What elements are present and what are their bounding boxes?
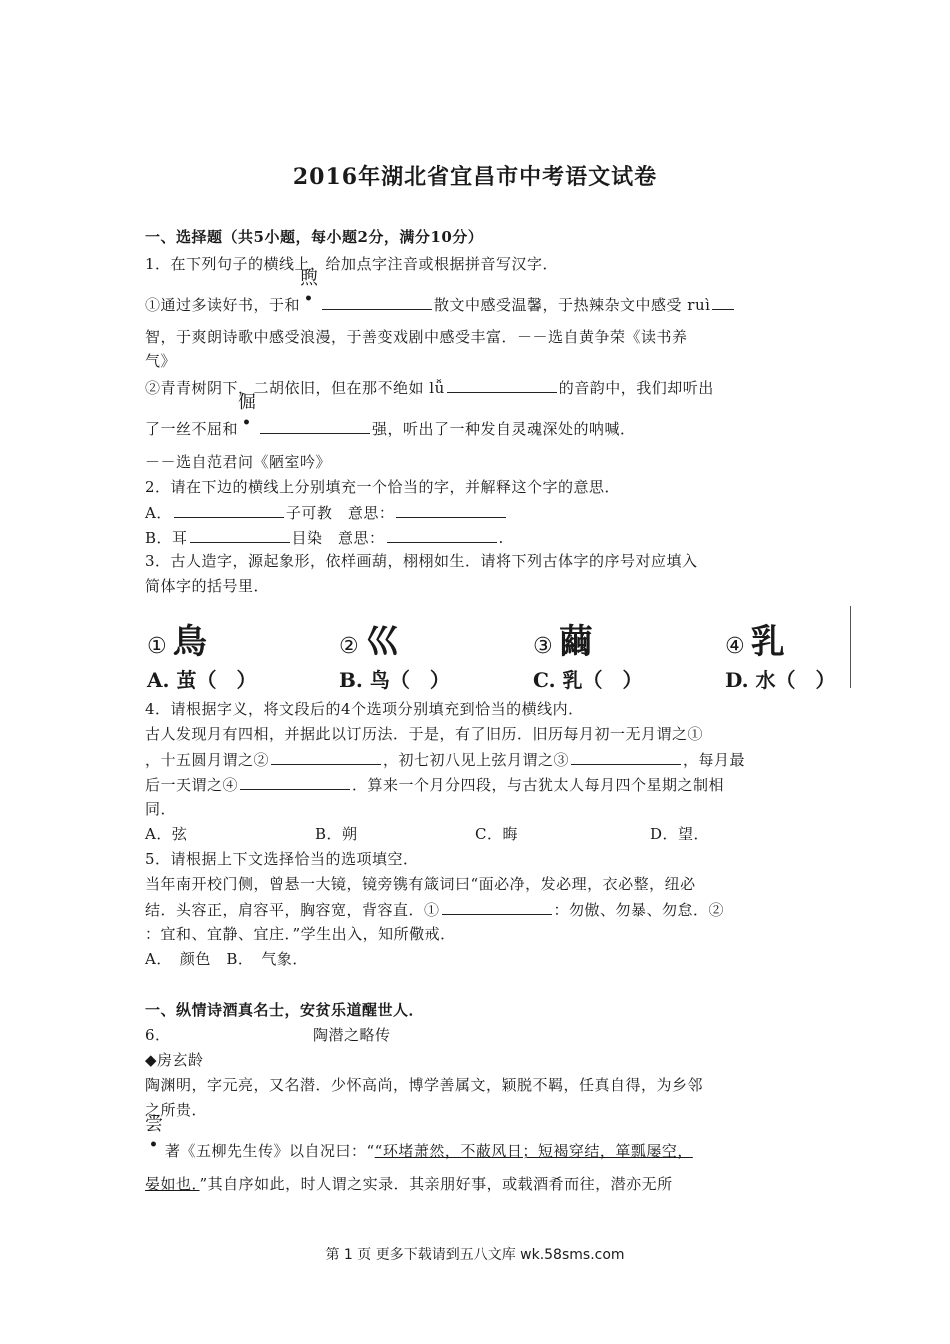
q4-line1: 古人发现月有四相，并据此以订历法．于是，有了旧历．旧历每月初一无月谓之① [145,725,704,743]
q1-stem: 1．在下列句子的横线上，给加点字注音或根据拼音写汉字． [145,255,559,273]
glyph-option-c: C. 乳（ ） [533,668,643,692]
q4-line2-b: ，初七初八见上弦月谓之③ [383,751,570,769]
glyph-option-a: A. 茧（ ） [147,668,257,692]
q4-blank2[interactable] [271,748,381,765]
q6-char3: 尝 • [145,1114,164,1153]
q6-para-line1: 陶渊明，字元亮，又名潜．少怀高尚，博学善属文，颖脱不羁，任真自得，为乡邻 [145,1076,704,1094]
glyph-item-2 [339,614,399,663]
q2-b [145,526,504,549]
q2-a-blank2[interactable] [396,501,506,518]
q1-line5-a: 了一丝不屈和 [145,420,239,438]
q2-a-label: A． [145,504,172,522]
figure-border [850,606,851,688]
q1-line5-b: 强，听出了一种发自灵魂深处的呐喊． [372,420,636,438]
q1-line3: 气》 [145,352,177,370]
q1-line1-b: 散文中感受温馨，于热辣杂文中感受 ruì [434,296,711,314]
glyph-shape-1: 鳥 [172,622,207,662]
q6-number: 6． [145,1026,171,1044]
q5-line2 [145,898,724,921]
q5-line2-b: ：勿傲、勿暴、勿怠．② [553,901,725,919]
glyph-item-4 [725,614,785,663]
q3-line1: 3．古人造字，源起象形，依样画葫，栩栩如生．请将下列古体字的序号对应填入 [145,552,698,570]
q4-line2-c: ，每月最 [683,751,746,769]
glyph-num-1: ① [147,634,167,659]
q1-line4-a: ②青青树阴下，二胡依旧，但在那不绝如 lǚ [145,379,445,397]
q1-char2: 倔 • [238,392,257,431]
q6-title: 陶潜之略传 [313,1026,391,1044]
q4-option-a: A．弦 [145,825,188,843]
q1-source: －－选自范君问《陋室吟》 [145,453,332,471]
q6-line3-a: 著《五柳先生传》以自况曰：“ [165,1142,375,1160]
glyph-option-d: D. 水（ ） [725,668,836,692]
q5-line1: 当年南开校门侧，曾悬一大镜，镜旁镌有箴词曰“面必净，发必理，衣必整，纽必 [145,875,696,893]
q6-para-line2: 之所贵． [145,1101,208,1119]
q4-line2-a: ，十五圆月谓之② [145,751,270,769]
q1-char1: 煦 • [300,268,319,307]
q1-char2-text: 倔 [238,392,257,413]
q5-blank1[interactable] [442,898,552,915]
page-title: 2016年湖北省宜昌市中考语文试卷 [292,164,658,190]
q2-b-end: . [498,529,504,547]
q1-line5 [145,392,636,440]
q6-line4-underlined: 晏如也． [145,1175,200,1193]
q5-stem: 5．请根据上下文选择恰当的选项填空． [145,850,419,868]
glyph-num-3: ③ [533,634,553,659]
q1-line1-a: ①通过多读好书，于和 [145,296,301,314]
glyph-shape-4: 乳 [750,622,785,662]
q6-author: ◆房玄龄 [145,1051,204,1069]
q1-blank3[interactable] [447,376,557,393]
q2-stem: 2．请在下边的横线上分别填充一个恰当的字，并解释这个字的意思． [145,478,621,496]
section2-heading: 一、纵情诗酒真名士，安贫乐道醒世人． [145,1001,425,1019]
q1-line4-b: 的音韵中，我们却听出 [558,379,714,397]
page-footer: 第 1 页 更多下载请到五八文库 wk.58sms.com [325,1247,625,1263]
glyph-num-4: ④ [725,634,745,659]
q4-option-c: C．晦 [475,825,518,843]
glyph-num-2: ② [339,634,359,659]
q5-line3: ：宜和、宜静、宜庄．”学生出入，知所儆戒． [145,925,456,943]
q2-a-text: 子可教 意思： [285,504,395,522]
q4-line4: 同． [145,800,177,818]
glyph-option-b: B. 鸟（ ） [339,668,450,692]
q1-char1-text: 煦 [300,268,319,289]
q4-blank3[interactable] [571,748,681,765]
q4-line3 [145,773,724,796]
q5-options: A． 颜色 B． 气象． [145,950,308,968]
q3-line2: 简体字的括号里． [145,577,270,595]
q1-line2: 智，于爽朗诗歌中感受浪漫，于善变戏剧中感受丰富．－－选自黄争荣《读书养 [145,328,688,346]
ancient-glyph-figure [145,606,851,692]
q2-b-blank2[interactable] [387,526,497,543]
q6-line3-underlined: “环堵萧然，不蔽风日；短褐穿结，箪瓢屡空， [374,1142,693,1160]
q4-stem: 4．请根据字义，将文段后的4个选项分别填充到恰当的横线内． [145,700,584,718]
q2-b-label: B．耳 [145,529,188,547]
section1-heading: 一、选择题（共5小题，每小题2分，满分10分） [145,228,484,246]
q4-line3-a: 后一天谓之④ [145,776,239,794]
glyph-item-1 [147,614,207,663]
q6-char3-text: 尝 [145,1114,164,1135]
q6-para-line3 [145,1114,693,1162]
q4-line3-b: ．算来一个月分四段，与古犹太人每月四个星期之制相 [352,776,725,794]
q4-option-d: D．望． [650,825,710,843]
q1-line1 [145,268,736,316]
q1-line4 [145,376,714,399]
q4-option-b: B．朔 [315,825,358,843]
glyph-shape-3: 繭 [558,622,593,662]
q4-line2 [145,748,745,771]
q1-blank2[interactable] [712,293,734,310]
q2-a-blank1[interactable] [174,501,284,518]
q5-line2-a: 结．头容正，肩容平，胸容宽，背容直．① [145,901,440,919]
q1-blank1[interactable] [322,293,432,310]
q4-blank4[interactable] [240,773,350,790]
glyph-item-3 [533,614,593,663]
glyph-shape-2: 巛 [364,622,399,662]
q6-para-line4 [145,1173,673,1195]
q2-b-blank1[interactable] [190,526,290,543]
q2-a [145,501,508,524]
q6-line4-b: ”其自序如此，时人谓之实录．其亲朋好事，或载酒肴而往，潜亦无所 [199,1175,673,1193]
q2-b-text: 目染 意思： [291,529,385,547]
q1-blank4[interactable] [260,417,370,434]
